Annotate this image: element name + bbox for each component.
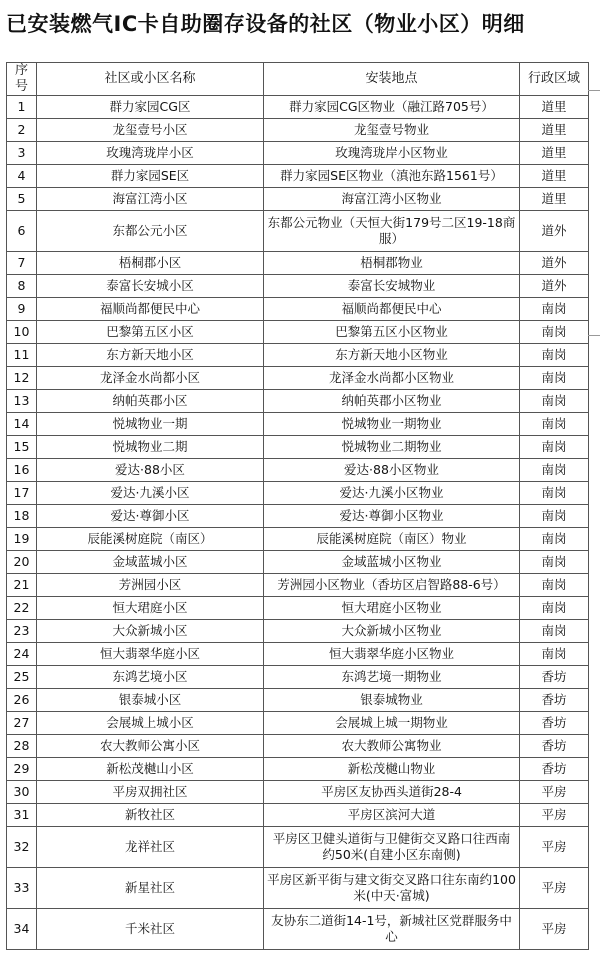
cell-district: 平房 bbox=[520, 868, 589, 909]
cell-serial-number: 9 bbox=[7, 298, 37, 321]
cell-serial-number: 23 bbox=[7, 620, 37, 643]
cell-district: 道里 bbox=[520, 96, 589, 119]
cell-install-location: 辰能溪树庭院（南区）物业 bbox=[264, 528, 520, 551]
cell-district: 南岗 bbox=[520, 459, 589, 482]
cell-serial-number: 11 bbox=[7, 344, 37, 367]
cell-install-location: 平房区友协西头道街28-4 bbox=[264, 781, 520, 804]
cell-district: 南岗 bbox=[520, 413, 589, 436]
cell-community-name: 群力家园SE区 bbox=[37, 165, 264, 188]
cell-install-location: 梧桐郡物业 bbox=[264, 252, 520, 275]
table-row bbox=[7, 96, 589, 119]
table-row bbox=[7, 413, 589, 436]
cell-serial-number: 5 bbox=[7, 188, 37, 211]
cell-community-name: 巴黎第五区小区 bbox=[37, 321, 264, 344]
table-row bbox=[7, 827, 589, 868]
cell-serial-number: 4 bbox=[7, 165, 37, 188]
cell-community-name: 纳帕英郡小区 bbox=[37, 390, 264, 413]
cell-install-location: 福顺尚都便民中心 bbox=[264, 298, 520, 321]
table-row bbox=[7, 211, 589, 252]
cell-community-name: 爱达·九溪小区 bbox=[37, 482, 264, 505]
cell-install-location: 爱达·九溪小区物业 bbox=[264, 482, 520, 505]
cell-install-location: 平房区卫健头道街与卫健街交叉路口往西南约50米(自建小区东南侧) bbox=[264, 827, 520, 868]
cell-install-location: 龙泽金水尚都小区物业 bbox=[264, 367, 520, 390]
cell-serial-number: 8 bbox=[7, 275, 37, 298]
cell-district: 道里 bbox=[520, 119, 589, 142]
cell-community-name: 新松茂樾山小区 bbox=[37, 758, 264, 781]
cell-serial-number: 34 bbox=[7, 909, 37, 950]
cell-serial-number: 15 bbox=[7, 436, 37, 459]
cell-install-location: 悦城物业二期物业 bbox=[264, 436, 520, 459]
cell-serial-number: 12 bbox=[7, 367, 37, 390]
cell-district: 南岗 bbox=[520, 482, 589, 505]
table-row bbox=[7, 119, 589, 142]
cell-district: 道外 bbox=[520, 211, 589, 252]
cell-serial-number: 10 bbox=[7, 321, 37, 344]
cell-district: 平房 bbox=[520, 804, 589, 827]
cell-serial-number: 14 bbox=[7, 413, 37, 436]
cell-district: 南岗 bbox=[520, 505, 589, 528]
table-row bbox=[7, 689, 589, 712]
header-serial-number: 序号 bbox=[7, 63, 37, 96]
cell-serial-number: 19 bbox=[7, 528, 37, 551]
table-row bbox=[7, 758, 589, 781]
cell-community-name: 大众新城小区 bbox=[37, 620, 264, 643]
cell-serial-number: 20 bbox=[7, 551, 37, 574]
cell-community-name: 爱达·尊御小区 bbox=[37, 505, 264, 528]
cell-install-location: 玫瑰湾珑岸小区物业 bbox=[264, 142, 520, 165]
cell-district: 香坊 bbox=[520, 735, 589, 758]
cell-district: 道外 bbox=[520, 252, 589, 275]
cell-serial-number: 18 bbox=[7, 505, 37, 528]
cell-community-name: 恒大翡翠华庭小区 bbox=[37, 643, 264, 666]
cell-district: 平房 bbox=[520, 827, 589, 868]
cell-community-name: 泰富长安城小区 bbox=[37, 275, 264, 298]
cell-district: 南岗 bbox=[520, 620, 589, 643]
cell-serial-number: 31 bbox=[7, 804, 37, 827]
cell-install-location: 金域蓝城小区物业 bbox=[264, 551, 520, 574]
cell-district: 道里 bbox=[520, 142, 589, 165]
cell-serial-number: 25 bbox=[7, 666, 37, 689]
cell-community-name: 东方新天地小区 bbox=[37, 344, 264, 367]
cell-serial-number: 32 bbox=[7, 827, 37, 868]
table-row bbox=[7, 436, 589, 459]
table-edge-stub bbox=[588, 90, 600, 91]
cell-serial-number: 21 bbox=[7, 574, 37, 597]
table-row bbox=[7, 643, 589, 666]
table-row bbox=[7, 252, 589, 275]
table-row bbox=[7, 781, 589, 804]
cell-install-location: 爱达·尊御小区物业 bbox=[264, 505, 520, 528]
cell-community-name: 千米社区 bbox=[37, 909, 264, 950]
table-row bbox=[7, 574, 589, 597]
cell-install-location: 泰富长安城物业 bbox=[264, 275, 520, 298]
cell-district: 道里 bbox=[520, 165, 589, 188]
cell-install-location: 爱达·88小区物业 bbox=[264, 459, 520, 482]
cell-install-location: 会展城上城一期物业 bbox=[264, 712, 520, 735]
cell-serial-number: 1 bbox=[7, 96, 37, 119]
header-install-location: 安装地点 bbox=[264, 63, 520, 96]
table-row bbox=[7, 298, 589, 321]
header-community-name: 社区或小区名称 bbox=[37, 63, 264, 96]
cell-serial-number: 3 bbox=[7, 142, 37, 165]
table-row bbox=[7, 344, 589, 367]
cell-district: 南岗 bbox=[520, 298, 589, 321]
table-edge-stub bbox=[588, 335, 600, 336]
cell-install-location: 恒大翡翠华庭小区物业 bbox=[264, 643, 520, 666]
cell-install-location: 悦城物业一期物业 bbox=[264, 413, 520, 436]
cell-serial-number: 27 bbox=[7, 712, 37, 735]
cell-install-location: 新松茂樾山物业 bbox=[264, 758, 520, 781]
cell-district: 南岗 bbox=[520, 528, 589, 551]
cell-community-name: 辰能溪树庭院（南区） bbox=[37, 528, 264, 551]
cell-district: 南岗 bbox=[520, 643, 589, 666]
cell-district: 南岗 bbox=[520, 321, 589, 344]
table-row bbox=[7, 551, 589, 574]
cell-community-name: 福顺尚都便民中心 bbox=[37, 298, 264, 321]
cell-install-location: 农大教师公寓物业 bbox=[264, 735, 520, 758]
cell-district: 道外 bbox=[520, 275, 589, 298]
cell-serial-number: 26 bbox=[7, 689, 37, 712]
table-row bbox=[7, 868, 589, 909]
cell-district: 香坊 bbox=[520, 712, 589, 735]
cell-community-name: 农大教师公寓小区 bbox=[37, 735, 264, 758]
cell-community-name: 新牧社区 bbox=[37, 804, 264, 827]
cell-install-location: 芳洲园小区物业（香坊区启智路88-6号） bbox=[264, 574, 520, 597]
cell-serial-number: 7 bbox=[7, 252, 37, 275]
cell-install-location: 群力家园SE区物业（滇池东路1561号） bbox=[264, 165, 520, 188]
cell-district: 南岗 bbox=[520, 367, 589, 390]
cell-install-location: 东都公元物业（天恒大街179号二区19-18商服） bbox=[264, 211, 520, 252]
cell-community-name: 爱达·88小区 bbox=[37, 459, 264, 482]
cell-install-location: 银泰城物业 bbox=[264, 689, 520, 712]
table-row bbox=[7, 597, 589, 620]
page-title: 已安装燃气IC卡自助圈存设备的社区（物业小区）明细 bbox=[6, 12, 525, 36]
cell-serial-number: 30 bbox=[7, 781, 37, 804]
table-row bbox=[7, 620, 589, 643]
cell-install-location: 东鸿艺境一期物业 bbox=[264, 666, 520, 689]
cell-district: 香坊 bbox=[520, 689, 589, 712]
cell-community-name: 龙泽金水尚都小区 bbox=[37, 367, 264, 390]
table-row bbox=[7, 528, 589, 551]
cell-district: 南岗 bbox=[520, 344, 589, 367]
table-row bbox=[7, 712, 589, 735]
table-row bbox=[7, 804, 589, 827]
cell-community-name: 玫瑰湾珑岸小区 bbox=[37, 142, 264, 165]
cell-district: 南岗 bbox=[520, 436, 589, 459]
cell-district: 平房 bbox=[520, 909, 589, 950]
table-row bbox=[7, 367, 589, 390]
table-row bbox=[7, 482, 589, 505]
table-body bbox=[7, 96, 589, 950]
cell-install-location: 平房区滨河大道 bbox=[264, 804, 520, 827]
cell-serial-number: 28 bbox=[7, 735, 37, 758]
table-row bbox=[7, 188, 589, 211]
cell-serial-number: 17 bbox=[7, 482, 37, 505]
cell-install-location: 恒大珺庭小区物业 bbox=[264, 597, 520, 620]
cell-district: 南岗 bbox=[520, 390, 589, 413]
cell-community-name: 群力家园CG区 bbox=[37, 96, 264, 119]
cell-serial-number: 33 bbox=[7, 868, 37, 909]
cell-district: 道里 bbox=[520, 188, 589, 211]
cell-community-name: 平房双拥社区 bbox=[37, 781, 264, 804]
cell-community-name: 芳洲园小区 bbox=[37, 574, 264, 597]
cell-install-location: 友协东二道街14-1号，新城社区党群服务中心 bbox=[264, 909, 520, 950]
cell-community-name: 龙玺壹号小区 bbox=[37, 119, 264, 142]
cell-district: 南岗 bbox=[520, 574, 589, 597]
cell-community-name: 恒大珺庭小区 bbox=[37, 597, 264, 620]
cell-install-location: 龙玺壹号物业 bbox=[264, 119, 520, 142]
cell-district: 平房 bbox=[520, 781, 589, 804]
cell-install-location: 群力家园CG区物业（融江路705号） bbox=[264, 96, 520, 119]
cell-install-location: 巴黎第五区小区物业 bbox=[264, 321, 520, 344]
cell-district: 香坊 bbox=[520, 758, 589, 781]
cell-serial-number: 2 bbox=[7, 119, 37, 142]
cell-install-location: 纳帕英郡小区物业 bbox=[264, 390, 520, 413]
table-row bbox=[7, 165, 589, 188]
table-row bbox=[7, 505, 589, 528]
community-table bbox=[6, 62, 589, 950]
table-header-row bbox=[7, 63, 589, 96]
cell-community-name: 梧桐郡小区 bbox=[37, 252, 264, 275]
cell-community-name: 悦城物业一期 bbox=[37, 413, 264, 436]
cell-serial-number: 29 bbox=[7, 758, 37, 781]
cell-serial-number: 13 bbox=[7, 390, 37, 413]
cell-community-name: 东都公元小区 bbox=[37, 211, 264, 252]
table-row bbox=[7, 142, 589, 165]
cell-community-name: 新星社区 bbox=[37, 868, 264, 909]
cell-community-name: 会展城上城小区 bbox=[37, 712, 264, 735]
cell-serial-number: 6 bbox=[7, 211, 37, 252]
table-row bbox=[7, 275, 589, 298]
cell-install-location: 平房区新平街与建文街交叉路口往东南约100米(中天·富城) bbox=[264, 868, 520, 909]
cell-district: 南岗 bbox=[520, 597, 589, 620]
table-row bbox=[7, 321, 589, 344]
table-row bbox=[7, 459, 589, 482]
table-row bbox=[7, 666, 589, 689]
cell-serial-number: 24 bbox=[7, 643, 37, 666]
cell-community-name: 龙祥社区 bbox=[37, 827, 264, 868]
cell-community-name: 银泰城小区 bbox=[37, 689, 264, 712]
header-district: 行政区域 bbox=[520, 63, 589, 96]
cell-community-name: 悦城物业二期 bbox=[37, 436, 264, 459]
cell-serial-number: 16 bbox=[7, 459, 37, 482]
table-row bbox=[7, 735, 589, 758]
cell-community-name: 海富江湾小区 bbox=[37, 188, 264, 211]
cell-district: 香坊 bbox=[520, 666, 589, 689]
cell-serial-number: 22 bbox=[7, 597, 37, 620]
cell-community-name: 东鸿艺境小区 bbox=[37, 666, 264, 689]
cell-community-name: 金域蓝城小区 bbox=[37, 551, 264, 574]
cell-install-location: 大众新城小区物业 bbox=[264, 620, 520, 643]
cell-install-location: 东方新天地小区物业 bbox=[264, 344, 520, 367]
cell-district: 南岗 bbox=[520, 551, 589, 574]
table-row bbox=[7, 909, 589, 950]
table-row bbox=[7, 390, 589, 413]
cell-install-location: 海富江湾小区物业 bbox=[264, 188, 520, 211]
